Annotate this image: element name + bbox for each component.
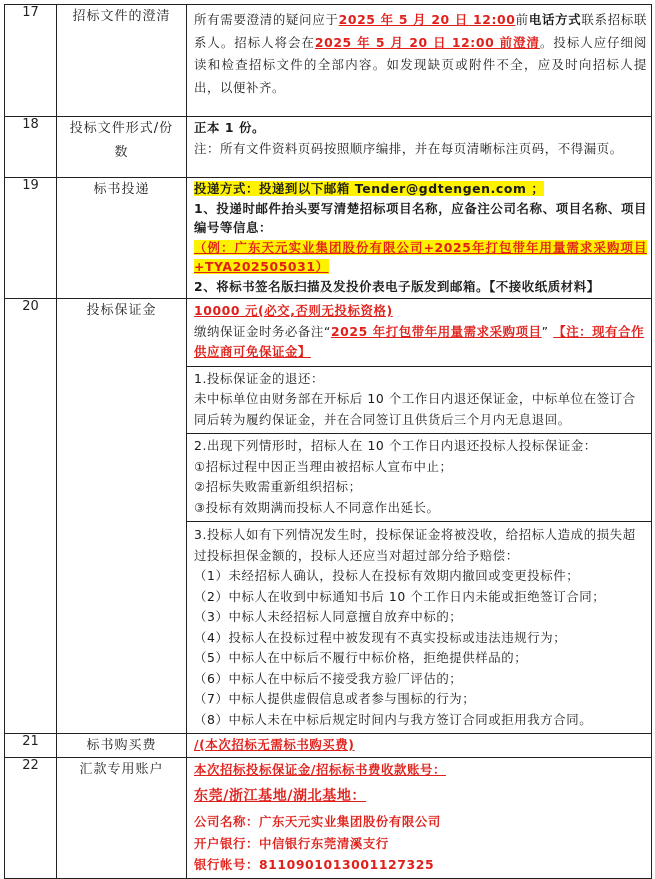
- clarify-text-b: 前: [515, 12, 529, 27]
- table-row: [5, 5, 652, 117]
- deposit-refund-block: [187, 367, 651, 435]
- base-locations: 东莞/浙江基地/湖北基地：: [194, 787, 367, 804]
- list-item: ③投标有效期满而投标人不同意作出延长。: [194, 499, 440, 515]
- delivery-email-line: 投递方式：投递到以下邮箱 Tender@gdtengen.com ；: [194, 181, 545, 196]
- clarify-reply-date: 2025 年 5 月 20 日 12:00 前澄清: [314, 34, 540, 50]
- exemption-note: 【注：现有合作供应商可免保证金】: [194, 323, 645, 359]
- company-name: 广东天元实业集团股份有限公司: [258, 814, 441, 829]
- bid-document-fee: /(本次招标无需标书购买费): [194, 737, 355, 752]
- clarify-text-c: 联系招标联系人。招标人将会在: [194, 12, 648, 50]
- row-title: 标书投递: [57, 178, 187, 299]
- row-content: [187, 758, 652, 879]
- row-content: [187, 117, 652, 178]
- list-item: （3）中标人未经招标人同意擅自放弃中标的；: [194, 609, 463, 624]
- forfeiture-title: 3.投标人如有下列情况发生时，投标保证金将被没收，给招标人造成的损失超过投标担保金额的，投标人还应当对超过部分给予赔偿：: [194, 527, 636, 563]
- row-number: 21: [5, 734, 57, 758]
- table-row: [5, 299, 652, 734]
- remark-project: 2025 年打包带年用量需求采购项目: [330, 323, 542, 339]
- row-number: 22: [5, 758, 57, 879]
- table-row: [5, 117, 652, 178]
- copies-count: 正本 1 份。: [194, 120, 266, 135]
- row-title: [57, 117, 187, 178]
- refund-body: 未中标单位由财务部在开标后 10 个工作日内退还保证金，中标单位在签订合同后转为履约保证金，并在合同签订且供货后三个月内无息退回。: [194, 391, 636, 427]
- forfeiture-block: [187, 522, 651, 733]
- list-item: （6）中标人在中标后不接受我方验厂评估的；: [194, 670, 463, 686]
- remark-suffix: ”: [541, 323, 549, 339]
- list-item: ②招标失败需重新组织招标；: [194, 479, 362, 494]
- table-row: [5, 178, 652, 299]
- tender-terms-table: [4, 4, 652, 879]
- remark-prefix: 缴纳保证金时务必备注“: [194, 323, 331, 339]
- row-number: 19: [5, 178, 57, 299]
- deposit-amount: 10000 元(必交,否则无投标资格): [194, 303, 393, 318]
- list-item: （4）投标人在投标过程中被发现有不真实投标或违法违规行为；: [194, 629, 567, 645]
- list-item: （5）中标人在中标后不履行中标价格，拒绝提供样品的；: [194, 650, 528, 665]
- list-item: ①招标过程中因正当理由被招标人宣布中止；: [194, 458, 453, 474]
- row-number: 18: [5, 117, 57, 178]
- list-item: （1）未经招标人确认，投标人在投标有效期内撤回或变更投标件；: [194, 568, 580, 583]
- list-item: （7）中标人提供虚假信息或者参与围标的行为；: [194, 691, 476, 706]
- table-row: [5, 758, 652, 879]
- table-row: [5, 734, 652, 758]
- list-item: （2）中标人在收到中标通知书后 10 个工作日内未能或拒绝签订合同；: [194, 588, 606, 604]
- clarify-method: 电话方式: [528, 12, 582, 27]
- row-title: 投标保证金: [57, 299, 187, 734]
- row-number: 17: [5, 5, 57, 117]
- account-label: 银行帐号：: [194, 857, 259, 872]
- clarify-deadline-date: 2025 年 5 月 20 日 12:00: [338, 12, 516, 27]
- row-number: 20: [5, 299, 57, 734]
- clarify-text-d: 。投标人应仔细阅读和检查招标文件的全部内容。如发现缺页或附件不全，应及时向招标人提出，以便补齐。: [194, 34, 647, 95]
- bank-label: 开户银行：: [194, 835, 259, 851]
- row-content: [187, 299, 652, 734]
- row-title: 招标文件的澄清: [57, 5, 187, 117]
- account-number: 8110901013001127325: [258, 857, 435, 872]
- row-content: [187, 5, 652, 117]
- email-subject-instruction: 1、投递时邮件抬头要写清楚招标项目名称，应备注公司名称、项目名称、项目编号等信息：: [194, 200, 647, 235]
- row-content: [187, 734, 652, 758]
- deposit-amount-block: [187, 299, 651, 367]
- list-item: （8）中标人未在中标后规定时间内与我方签订合同或拒用我方合同。: [194, 711, 593, 727]
- email-subject-example: （例：广东天元实业集团股份有限公司+2025年打包带年用量需求采购项目+TYA202505031）: [194, 239, 647, 274]
- scan-instruction: 2、将标书签名版扫描及发投价表电子版发到邮箱。【不接收纸质材料】: [194, 278, 600, 294]
- row-content: [187, 178, 652, 299]
- refund-title: 1.投标保证金的退还：: [194, 370, 324, 386]
- company-label: 公司名称：: [194, 814, 259, 829]
- refund-conditions-block: [187, 434, 651, 522]
- row-title-text: 投标文件形式/份数: [69, 121, 174, 160]
- clarify-text-a: 所有需要澄清的疑问应于: [194, 12, 339, 27]
- conditions-title: 2.出现下列情形时，招标人在 10 个工作日内退还投标人投标保证金：: [194, 438, 597, 453]
- bank-name: 中信银行东莞清溪支行: [258, 835, 389, 851]
- account-heading: 本次招标投标保证金/招标标书费收款账号：: [194, 762, 446, 777]
- row-title: 标书购买费: [57, 734, 187, 758]
- row-title: 汇款专用账户: [57, 758, 187, 879]
- pagination-note: 注：所有文件资料页码按照顺序编排，并在每页清晰标注页码，不得漏页。: [194, 140, 623, 156]
